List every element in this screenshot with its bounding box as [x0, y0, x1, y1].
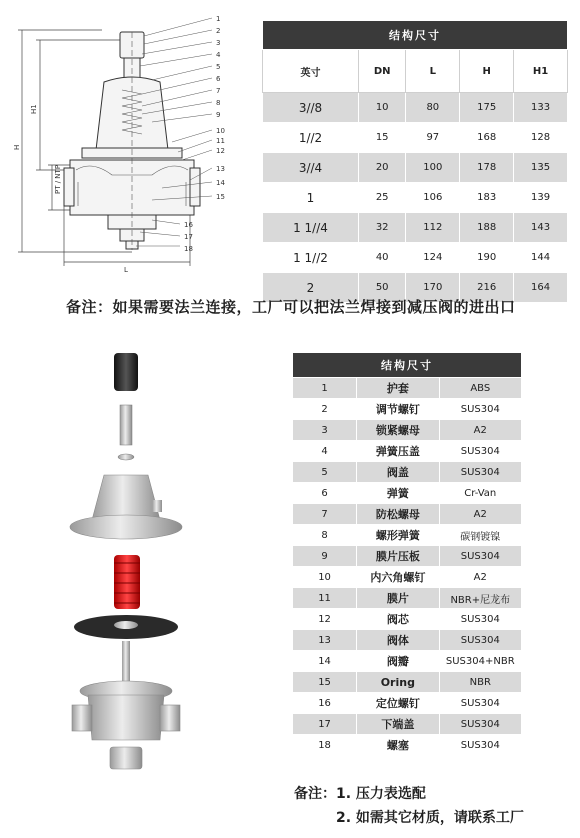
table-cell: 17 [293, 714, 357, 735]
table-cell: SUS304 [439, 630, 521, 651]
table-cell: 135 [514, 153, 568, 183]
table-cell: 定位螺钉 [357, 693, 439, 714]
table-cell: 弹簧 [357, 483, 439, 504]
adjusting-screw [120, 405, 132, 445]
table-row [293, 651, 522, 672]
table-cell: 10 [359, 93, 406, 123]
table-cell: 9 [293, 546, 357, 567]
table-row [263, 183, 568, 213]
table-cell: 164 [514, 273, 568, 303]
table-cell: 6 [293, 483, 357, 504]
table-row [293, 567, 522, 588]
table-row [263, 243, 568, 273]
table-cell: 碳钢镀镍 [439, 525, 521, 546]
table-row [293, 672, 522, 693]
table-cell: SUS304 [439, 399, 521, 420]
table-row [293, 693, 522, 714]
bottom-plug [110, 747, 142, 769]
table-cell: NBR+尼龙布 [439, 588, 521, 609]
table-cell: 20 [359, 153, 406, 183]
callout-number: 5 [216, 63, 221, 71]
table-cell: 50 [359, 273, 406, 303]
table-cell: 144 [514, 243, 568, 273]
callout-number: 18 [184, 245, 193, 253]
table-cell: 膜片压板 [357, 546, 439, 567]
table-cell: Oring [357, 672, 439, 693]
callout-number: 14 [216, 179, 225, 187]
table-cell: 183 [460, 183, 514, 213]
table-cell: 3//4 [263, 153, 359, 183]
table-cell: 32 [359, 213, 406, 243]
table-cell: 15 [359, 123, 406, 153]
bonnet [70, 475, 182, 539]
table-cell: SUS304 [439, 462, 521, 483]
table-cell: 168 [460, 123, 514, 153]
table-row [293, 441, 522, 462]
table-cell: 15 [293, 672, 357, 693]
callout-number: 1 [216, 15, 221, 23]
table-cell: 7 [293, 504, 357, 525]
table-row [293, 378, 522, 399]
table-cell: SUS304 [439, 546, 521, 567]
table-cell: 139 [514, 183, 568, 213]
table-cell: 133 [514, 93, 568, 123]
table-cell: SUS304 [439, 735, 521, 756]
table-cell: 16 [293, 693, 357, 714]
table-cell: 阀瓣 [357, 651, 439, 672]
table-cell: 97 [406, 123, 460, 153]
table-cell: 螺形弹簧 [357, 525, 439, 546]
table-cell: 11 [293, 588, 357, 609]
table-row [293, 546, 522, 567]
table-cell: 弹簧压盖 [357, 441, 439, 462]
table-cell: SUS304 [439, 441, 521, 462]
table-cell: 4 [293, 441, 357, 462]
table-row [293, 483, 522, 504]
table-cell: 3//8 [263, 93, 359, 123]
callout-number: 17 [184, 233, 193, 241]
table-cell: 阀盖 [357, 462, 439, 483]
table-cell: 12 [293, 609, 357, 630]
table-cell: 护套 [357, 378, 439, 399]
table-cell: SUS304+NBR [439, 651, 521, 672]
table-row [263, 123, 568, 153]
table-row [293, 462, 522, 483]
note-line-1: 备注：1. 压力表选配 [294, 786, 426, 802]
table-cell: SUS304 [439, 714, 521, 735]
table-row [293, 504, 522, 525]
dimension-header: H [460, 50, 514, 93]
table-row [293, 525, 522, 546]
table-row [293, 735, 522, 756]
callout-number: 13 [216, 165, 225, 173]
table-cell: A2 [439, 504, 521, 525]
table-cell: 膜片 [357, 588, 439, 609]
table-cell: 阀体 [357, 630, 439, 651]
table-cell: 8 [293, 525, 357, 546]
callout-number: 2 [216, 27, 221, 35]
callout-number: 6 [216, 75, 221, 83]
callout-number: 15 [216, 193, 225, 201]
table-cell: SUS304 [439, 609, 521, 630]
exploded-view-illustration [60, 345, 260, 773]
callout-number: 12 [216, 147, 225, 155]
parts-table-title: 结构尺寸 [293, 353, 522, 378]
dimension-table [262, 20, 568, 303]
table-cell: ABS [439, 378, 521, 399]
dim-H-label: H [13, 144, 21, 150]
table-cell: 防松螺母 [357, 504, 439, 525]
table-row [293, 714, 522, 735]
table-cell: 2 [293, 399, 357, 420]
callout-number: 16 [184, 221, 193, 229]
table-cell: 190 [460, 243, 514, 273]
table-cell: 40 [359, 243, 406, 273]
callout-number: 10 [216, 127, 225, 135]
table-cell: NBR [439, 672, 521, 693]
table-cell: 18 [293, 735, 357, 756]
dimension-header: 英寸 [263, 50, 359, 93]
table-cell: 1 [293, 378, 357, 399]
table-cell: 1 1//2 [263, 243, 359, 273]
table-cell: A2 [439, 420, 521, 441]
dim-L-label: L [124, 266, 128, 274]
table-row [263, 153, 568, 183]
dimension-table-title: 结构尺寸 [263, 21, 568, 50]
table-cell: 175 [460, 93, 514, 123]
table-cell: 1 [263, 183, 359, 213]
flange-note: 备注：如果需要法兰连接，工厂可以把法兰焊接到减压阀的进出口 [66, 298, 516, 316]
table-cell: 106 [406, 183, 460, 213]
valve-stem [122, 641, 130, 681]
table-row [293, 420, 522, 441]
table-cell: 112 [406, 213, 460, 243]
table-cell: 调节螺钉 [357, 399, 439, 420]
diaphragm [74, 615, 178, 639]
callout-number: 4 [216, 51, 221, 59]
table-cell: 80 [406, 93, 460, 123]
table-cell: 178 [460, 153, 514, 183]
table-cell: 13 [293, 630, 357, 651]
dimension-header: H1 [514, 50, 568, 93]
table-row [293, 588, 522, 609]
note-line-2: 2. 如需其它材质，请联系工厂 [336, 810, 524, 826]
red-spring [114, 555, 140, 609]
table-cell: Cr-Van [439, 483, 521, 504]
table-row [263, 93, 568, 123]
table-cell: 3 [293, 420, 357, 441]
valve-body [72, 681, 180, 740]
table-cell: 2 [263, 273, 359, 303]
materials-note [294, 783, 524, 826]
dimension-header: L [406, 50, 460, 93]
protective-cap [114, 353, 138, 391]
valve-section-drawing [12, 10, 252, 278]
table-cell: 锁紧螺母 [357, 420, 439, 441]
table-row [293, 609, 522, 630]
dim-H1-label: H1 [30, 104, 38, 114]
dimension-header: DN [359, 50, 406, 93]
table-row [293, 630, 522, 651]
table-cell: 内六角螺钉 [357, 567, 439, 588]
callout-number: 3 [216, 39, 221, 47]
table-cell: 100 [406, 153, 460, 183]
dim-pt-label: PT / NTP [54, 164, 62, 194]
table-cell: 188 [460, 213, 514, 243]
table-cell: 下端盖 [357, 714, 439, 735]
table-cell: 1//2 [263, 123, 359, 153]
table-cell: 阀芯 [357, 609, 439, 630]
table-cell: 170 [406, 273, 460, 303]
table-cell: SUS304 [439, 693, 521, 714]
table-cell: 25 [359, 183, 406, 213]
table-cell: 1 1//4 [263, 213, 359, 243]
parts-table [292, 352, 522, 756]
table-cell: 5 [293, 462, 357, 483]
callout-number: 11 [216, 137, 225, 145]
table-cell: 14 [293, 651, 357, 672]
table-cell: 216 [460, 273, 514, 303]
table-cell: 128 [514, 123, 568, 153]
callout-number: 9 [216, 111, 221, 119]
table-row [293, 399, 522, 420]
table-cell: A2 [439, 567, 521, 588]
table-row [263, 213, 568, 243]
table-cell: 124 [406, 243, 460, 273]
callout-number: 8 [216, 99, 221, 107]
callout-number: 7 [216, 87, 221, 95]
table-cell: 螺塞 [357, 735, 439, 756]
table-cell: 143 [514, 213, 568, 243]
table-cell: 10 [293, 567, 357, 588]
